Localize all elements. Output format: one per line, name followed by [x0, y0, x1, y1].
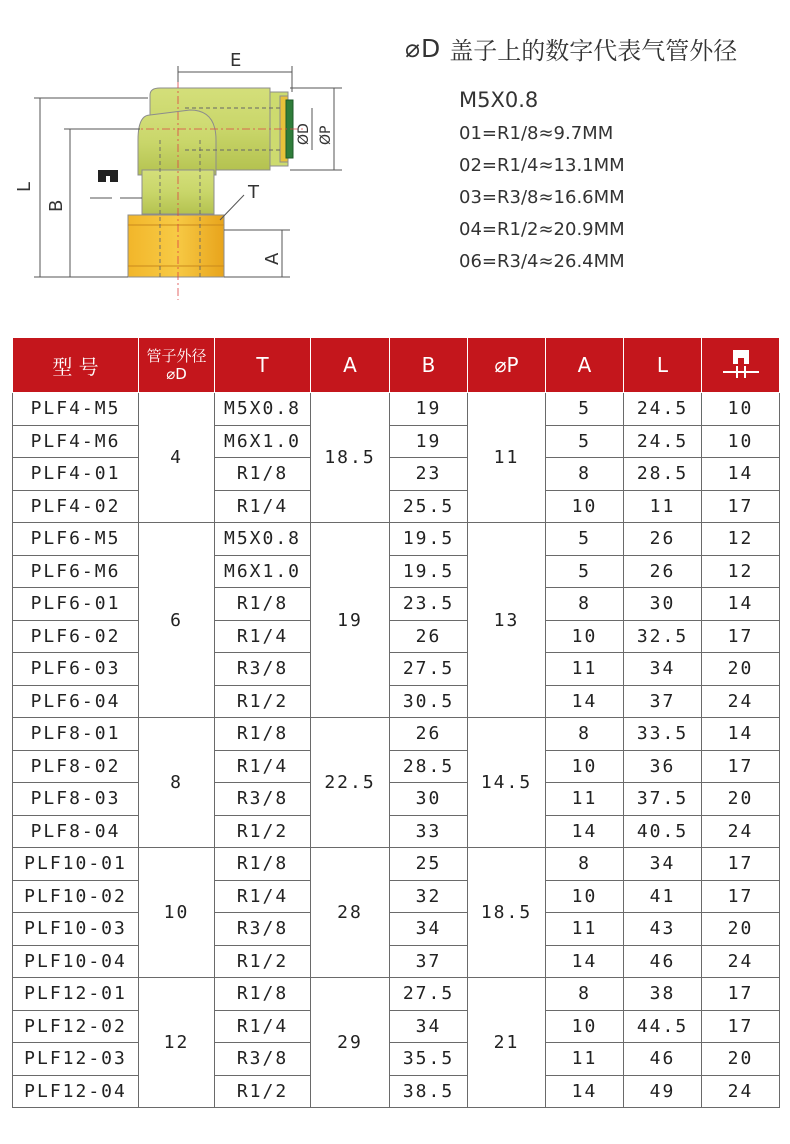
cell-a: 19	[311, 523, 390, 718]
cell-b: 32	[390, 880, 468, 913]
cell-b: 26	[390, 620, 468, 653]
cell-wrench: 20	[702, 913, 780, 946]
cell-b: 26	[390, 718, 468, 751]
cell-thread: M5X0.8	[215, 523, 311, 556]
cell-a2: 11	[546, 783, 624, 816]
cell-p: 18.5	[468, 848, 546, 978]
cell-l: 28.5	[624, 458, 702, 491]
cell-b: 19	[390, 393, 468, 426]
cell-model: PLF12-04	[13, 1075, 139, 1108]
cell-b: 25.5	[390, 490, 468, 523]
cell-wrench: 24	[702, 815, 780, 848]
table-row	[13, 880, 780, 913]
table-row	[13, 555, 780, 588]
cell-thread: R3/8	[215, 783, 311, 816]
cell-l: 11	[624, 490, 702, 523]
cell-model: PLF6-M6	[13, 555, 139, 588]
notes-heading	[405, 28, 775, 68]
cell-model: PLF12-02	[13, 1010, 139, 1043]
header-od	[139, 338, 215, 393]
cell-model: PLF8-02	[13, 750, 139, 783]
table-body	[13, 393, 780, 1108]
cell-p: 13	[468, 523, 546, 718]
cell-b: 19.5	[390, 523, 468, 556]
cell-wrench: 14	[702, 718, 780, 751]
cell-thread: R1/8	[215, 588, 311, 621]
cell-a2: 8	[546, 848, 624, 881]
cell-thread: R1/2	[215, 815, 311, 848]
cell-thread: M5X0.8	[215, 393, 311, 426]
diameter-symbol: ⌀D	[405, 33, 442, 63]
cell-od: 6	[139, 523, 215, 718]
cell-thread: R1/4	[215, 880, 311, 913]
cell-a2: 5	[546, 555, 624, 588]
cell-wrench: 20	[702, 1043, 780, 1076]
cell-b: 28.5	[390, 750, 468, 783]
cell-a2: 10	[546, 750, 624, 783]
label-b: B	[46, 199, 67, 212]
cell-a2: 14	[546, 815, 624, 848]
cell-thread: R3/8	[215, 1043, 311, 1076]
cell-model: PLF12-01	[13, 978, 139, 1011]
table-row	[13, 1043, 780, 1076]
header-od-line2: ⌀D	[166, 365, 187, 383]
table-row	[13, 978, 780, 1011]
cell-b: 27.5	[390, 653, 468, 686]
cell-thread: R3/8	[215, 653, 311, 686]
cell-l: 33.5	[624, 718, 702, 751]
cell-a2: 5	[546, 523, 624, 556]
table-row	[13, 588, 780, 621]
cell-a: 18.5	[311, 393, 390, 523]
table-row	[13, 945, 780, 978]
cell-wrench: 17	[702, 978, 780, 1011]
cell-a2: 14	[546, 685, 624, 718]
cell-model: PLF6-01	[13, 588, 139, 621]
cell-model: PLF6-03	[13, 653, 139, 686]
cell-l: 36	[624, 750, 702, 783]
label-op: ØP	[318, 125, 334, 145]
cell-wrench: 14	[702, 458, 780, 491]
cell-a2: 8	[546, 458, 624, 491]
cell-a: 28	[311, 848, 390, 978]
cell-l: 24.5	[624, 393, 702, 426]
cell-wrench: 10	[702, 425, 780, 458]
cell-thread: R1/4	[215, 1010, 311, 1043]
cell-p: 11	[468, 393, 546, 523]
cell-wrench: 24	[702, 945, 780, 978]
cell-wrench: 12	[702, 555, 780, 588]
table-row	[13, 848, 780, 881]
notes-panel	[405, 28, 775, 278]
table-row	[13, 458, 780, 491]
table-row	[13, 718, 780, 751]
cell-b: 19.5	[390, 555, 468, 588]
cell-thread: R1/8	[215, 978, 311, 1011]
cell-a2: 11	[546, 913, 624, 946]
cell-wrench: 17	[702, 1010, 780, 1043]
cell-l: 46	[624, 1043, 702, 1076]
cell-b: 23	[390, 458, 468, 491]
cell-a2: 11	[546, 1043, 624, 1076]
cell-b: 33	[390, 815, 468, 848]
cell-a2: 14	[546, 945, 624, 978]
fitting-drawing	[14, 40, 380, 310]
table-row	[13, 523, 780, 556]
cell-a2: 10	[546, 620, 624, 653]
cell-wrench: 20	[702, 783, 780, 816]
cell-l: 40.5	[624, 815, 702, 848]
table-row	[13, 1075, 780, 1108]
cell-model: PLF8-03	[13, 783, 139, 816]
cell-wrench: 24	[702, 1075, 780, 1108]
header-od-line1: 管子外径	[146, 347, 207, 365]
table-row	[13, 815, 780, 848]
spec-table	[12, 337, 780, 1108]
cell-thread: R1/8	[215, 458, 311, 491]
notes-subtitle: M5X0.8	[459, 88, 539, 112]
cell-a2: 8	[546, 978, 624, 1011]
cell-wrench: 10	[702, 393, 780, 426]
thread-size-item: 02=R1/4≈13.1MM	[459, 155, 625, 176]
cell-l: 37.5	[624, 783, 702, 816]
cell-od: 10	[139, 848, 215, 978]
cell-l: 34	[624, 848, 702, 881]
header-a: A	[311, 338, 390, 393]
cell-l: 49	[624, 1075, 702, 1108]
cell-od: 4	[139, 393, 215, 523]
cell-thread: R1/4	[215, 620, 311, 653]
cell-a2: 5	[546, 425, 624, 458]
cell-wrench: 12	[702, 523, 780, 556]
cell-model: PLF8-04	[13, 815, 139, 848]
cell-p: 21	[468, 978, 546, 1108]
cell-l: 44.5	[624, 1010, 702, 1043]
cell-b: 35.5	[390, 1043, 468, 1076]
cell-l: 38	[624, 978, 702, 1011]
cell-thread: R3/8	[215, 913, 311, 946]
label-a: A	[262, 252, 283, 265]
header-model: 型 号	[13, 338, 139, 393]
cell-a: 29	[311, 978, 390, 1108]
cell-model: PLF10-03	[13, 913, 139, 946]
cell-wrench: 17	[702, 490, 780, 523]
cell-l: 37	[624, 685, 702, 718]
cell-wrench: 14	[702, 588, 780, 621]
cell-l: 24.5	[624, 425, 702, 458]
table-row	[13, 393, 780, 426]
cell-wrench: 17	[702, 620, 780, 653]
label-t: T	[248, 182, 259, 203]
cell-a2: 5	[546, 393, 624, 426]
cell-thread: R1/4	[215, 750, 311, 783]
thread-size-list	[459, 118, 775, 278]
cell-model: PLF4-01	[13, 458, 139, 491]
cell-b: 25	[390, 848, 468, 881]
cell-l: 46	[624, 945, 702, 978]
header-b: B	[390, 338, 468, 393]
cell-b: 27.5	[390, 978, 468, 1011]
cell-model: PLF6-M5	[13, 523, 139, 556]
cell-thread: R1/2	[215, 685, 311, 718]
cell-thread: R1/8	[215, 718, 311, 751]
cell-thread: R1/4	[215, 490, 311, 523]
cell-wrench: 17	[702, 880, 780, 913]
label-od: ØD	[296, 123, 312, 145]
header-t: T	[215, 338, 311, 393]
thread-size-item: 04=R1/2≈20.9MM	[459, 219, 625, 240]
table-row	[13, 783, 780, 816]
cell-thread: R1/2	[215, 1075, 311, 1108]
cell-p: 14.5	[468, 718, 546, 848]
cell-model: PLF8-01	[13, 718, 139, 751]
header-p: ⌀P	[468, 338, 546, 393]
cell-l: 26	[624, 555, 702, 588]
cell-model: PLF10-02	[13, 880, 139, 913]
cell-b: 23.5	[390, 588, 468, 621]
cell-model: PLF6-02	[13, 620, 139, 653]
table-row	[13, 1010, 780, 1043]
cell-a2: 10	[546, 1010, 624, 1043]
cell-model: PLF4-02	[13, 490, 139, 523]
cell-model: PLF6-04	[13, 685, 139, 718]
cell-wrench: 17	[702, 848, 780, 881]
cell-b: 34	[390, 1010, 468, 1043]
cell-model: PLF10-04	[13, 945, 139, 978]
cell-b: 34	[390, 913, 468, 946]
cell-wrench: 17	[702, 750, 780, 783]
wrench-icon	[719, 346, 763, 380]
cell-l: 34	[624, 653, 702, 686]
cell-a2: 11	[546, 653, 624, 686]
table-row	[13, 685, 780, 718]
label-e: E	[230, 50, 242, 71]
table-row	[13, 653, 780, 686]
cell-thread: R1/2	[215, 945, 311, 978]
cell-model: PLF4-M5	[13, 393, 139, 426]
header-a2: A	[546, 338, 624, 393]
cell-model: PLF4-M6	[13, 425, 139, 458]
cell-a2: 10	[546, 880, 624, 913]
table-header-row	[13, 338, 780, 393]
header-wrench	[702, 338, 780, 393]
cell-a2: 8	[546, 718, 624, 751]
cell-model: PLF12-03	[13, 1043, 139, 1076]
cell-wrench: 24	[702, 685, 780, 718]
notes-title: 盖子上的数字代表气管外径	[449, 36, 738, 65]
cell-l: 41	[624, 880, 702, 913]
cell-l: 26	[624, 523, 702, 556]
cell-l: 30	[624, 588, 702, 621]
cell-thread: M6X1.0	[215, 555, 311, 588]
cell-l: 43	[624, 913, 702, 946]
cell-a2: 10	[546, 490, 624, 523]
cell-b: 30.5	[390, 685, 468, 718]
cell-model: PLF10-01	[13, 848, 139, 881]
cell-thread: R1/8	[215, 848, 311, 881]
cell-a2: 8	[546, 588, 624, 621]
cell-b: 30	[390, 783, 468, 816]
cell-thread: M6X1.0	[215, 425, 311, 458]
thread-size-item: 03=R3/8≈16.6MM	[459, 187, 625, 208]
cell-wrench: 20	[702, 653, 780, 686]
cell-od: 8	[139, 718, 215, 848]
table-row	[13, 425, 780, 458]
header-l: L	[624, 338, 702, 393]
cell-b: 38.5	[390, 1075, 468, 1108]
table-row	[13, 620, 780, 653]
cell-b: 19	[390, 425, 468, 458]
table-row	[13, 750, 780, 783]
table-row	[13, 490, 780, 523]
cell-a2: 14	[546, 1075, 624, 1108]
label-l: L	[14, 181, 35, 192]
cell-a: 22.5	[311, 718, 390, 848]
cell-l: 32.5	[624, 620, 702, 653]
thread-size-item: 06=R3/4≈26.4MM	[459, 251, 625, 272]
thread-size-item: 01=R1/8≈9.7MM	[459, 123, 614, 144]
wrench-icon	[98, 170, 118, 182]
cell-b: 37	[390, 945, 468, 978]
table-row	[13, 913, 780, 946]
cell-od: 12	[139, 978, 215, 1108]
